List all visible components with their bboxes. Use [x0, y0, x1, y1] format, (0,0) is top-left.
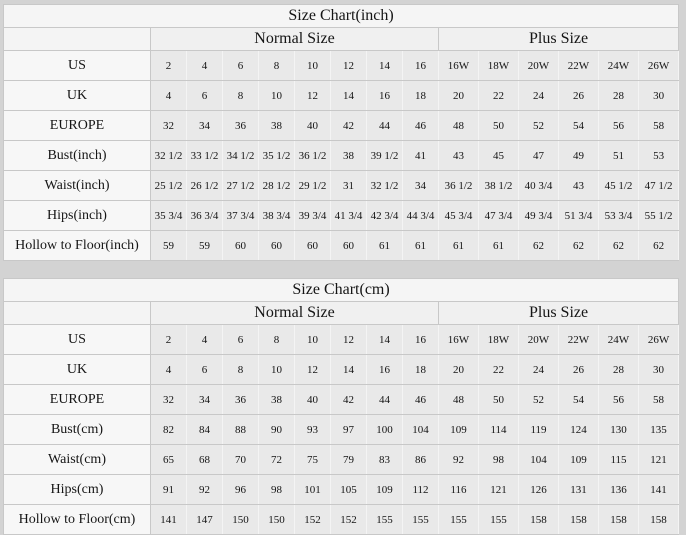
size-cell: 30 — [639, 355, 679, 385]
size-cell: 158 — [559, 505, 599, 535]
size-cell: 22W — [559, 51, 599, 81]
size-cell: 6 — [187, 355, 223, 385]
size-cell: 38 — [331, 141, 367, 171]
size-cell: 38 3/4 — [259, 201, 295, 231]
size-cell: 115 — [599, 445, 639, 475]
size-cell: 100 — [367, 415, 403, 445]
corner-cell — [4, 28, 151, 51]
size-cell: 45 3/4 — [439, 201, 479, 231]
size-cell: 53 3/4 — [599, 201, 639, 231]
size-cell: 36 — [223, 111, 259, 141]
size-cell: 46 — [403, 111, 439, 141]
size-cell: 8 — [223, 81, 259, 111]
size-cell: 28 1/2 — [259, 171, 295, 201]
table-row — [4, 475, 679, 505]
table-row — [4, 445, 679, 475]
size-cell: 155 — [403, 505, 439, 535]
row-label: Hips(inch) — [4, 201, 151, 231]
size-cell: 32 — [151, 385, 187, 415]
size-cell: 30 — [639, 81, 679, 111]
size-cell: 43 — [559, 171, 599, 201]
size-cell: 24 — [519, 355, 559, 385]
size-cell: 150 — [259, 505, 295, 535]
size-cell: 124 — [559, 415, 599, 445]
size-cell: 49 — [559, 141, 599, 171]
normal-size-header: Normal Size — [151, 302, 439, 325]
size-cell: 91 — [151, 475, 187, 505]
plus-size-header: Plus Size — [439, 28, 679, 51]
row-label: Bust(inch) — [4, 141, 151, 171]
size-cell: 141 — [639, 475, 679, 505]
size-cell: 104 — [519, 445, 559, 475]
size-cell: 68 — [187, 445, 223, 475]
size-cell: 22 — [479, 355, 519, 385]
size-cell: 35 1/2 — [259, 141, 295, 171]
size-cell: 24W — [599, 325, 639, 355]
size-cell: 34 — [187, 385, 223, 415]
table-row — [4, 51, 679, 81]
table-row — [4, 231, 679, 261]
size-cell: 4 — [151, 81, 187, 111]
size-cell: 38 — [259, 385, 295, 415]
corner-cell — [4, 302, 151, 325]
size-cell: 155 — [439, 505, 479, 535]
size-cell: 28 — [599, 355, 639, 385]
row-label: EUROPE — [4, 111, 151, 141]
size-cell: 155 — [479, 505, 519, 535]
size-cell: 40 3/4 — [519, 171, 559, 201]
size-cell: 52 — [519, 111, 559, 141]
size-cell: 59 — [187, 231, 223, 261]
table-row — [4, 325, 679, 355]
size-cell: 26 1/2 — [187, 171, 223, 201]
size-cell: 10 — [295, 325, 331, 355]
size-cell: 16 — [403, 325, 439, 355]
size-cell: 88 — [223, 415, 259, 445]
size-cell: 135 — [639, 415, 679, 445]
size-cell: 35 3/4 — [151, 201, 187, 231]
size-cell: 50 — [479, 385, 519, 415]
size-cell: 98 — [259, 475, 295, 505]
size-cell: 2 — [151, 325, 187, 355]
size-cell: 10 — [259, 355, 295, 385]
size-cell: 82 — [151, 415, 187, 445]
size-cell: 36 3/4 — [187, 201, 223, 231]
row-label: Hips(cm) — [4, 475, 151, 505]
table-row — [4, 355, 679, 385]
size-cell: 18 — [403, 81, 439, 111]
size-cell: 8 — [259, 51, 295, 81]
size-cell: 42 — [331, 385, 367, 415]
size-cell: 56 — [599, 111, 639, 141]
size-cell: 39 1/2 — [367, 141, 403, 171]
size-cell: 20W — [519, 325, 559, 355]
size-cell: 62 — [519, 231, 559, 261]
size-cell: 158 — [639, 505, 679, 535]
size-cell: 4 — [187, 51, 223, 81]
size-cell: 56 — [599, 385, 639, 415]
size-cell: 96 — [223, 475, 259, 505]
size-cell: 109 — [559, 445, 599, 475]
size-cell: 152 — [331, 505, 367, 535]
size-cell: 36 1/2 — [439, 171, 479, 201]
size-cell: 60 — [331, 231, 367, 261]
size-cell: 60 — [295, 231, 331, 261]
size-cell: 39 3/4 — [295, 201, 331, 231]
size-cell: 53 — [639, 141, 679, 171]
size-cell: 79 — [331, 445, 367, 475]
table-row — [4, 141, 679, 171]
size-cell: 44 — [367, 385, 403, 415]
size-cell: 72 — [259, 445, 295, 475]
size-cell: 22 — [479, 81, 519, 111]
size-cell: 62 — [559, 231, 599, 261]
table-row — [4, 171, 679, 201]
size-cell: 14 — [331, 355, 367, 385]
table-title: Size Chart(cm) — [4, 279, 679, 302]
size-cell: 14 — [367, 325, 403, 355]
size-cell: 10 — [259, 81, 295, 111]
size-cell: 54 — [559, 111, 599, 141]
size-cell: 32 1/2 — [151, 141, 187, 171]
size-cell: 4 — [151, 355, 187, 385]
size-cell: 97 — [331, 415, 367, 445]
size-cell: 45 1/2 — [599, 171, 639, 201]
size-cell: 109 — [367, 475, 403, 505]
size-cell: 147 — [187, 505, 223, 535]
size-cell: 46 — [403, 385, 439, 415]
size-cell: 42 — [331, 111, 367, 141]
size-cell: 49 3/4 — [519, 201, 559, 231]
size-cell: 26W — [639, 51, 679, 81]
size-cell: 6 — [223, 51, 259, 81]
size-cell: 119 — [519, 415, 559, 445]
row-label: US — [4, 325, 151, 355]
size-cell: 18W — [479, 325, 519, 355]
size-cell: 60 — [223, 231, 259, 261]
size-cell: 50 — [479, 111, 519, 141]
size-cell: 14 — [331, 81, 367, 111]
size-cell: 8 — [259, 325, 295, 355]
size-cell: 155 — [367, 505, 403, 535]
size-cell: 93 — [295, 415, 331, 445]
size-cell: 6 — [187, 81, 223, 111]
row-label: Hollow to Floor(cm) — [4, 505, 151, 535]
size-cell: 25 1/2 — [151, 171, 187, 201]
size-cell: 48 — [439, 385, 479, 415]
row-label: UK — [4, 81, 151, 111]
table-row — [4, 111, 679, 141]
size-cell: 98 — [479, 445, 519, 475]
size-cell: 22W — [559, 325, 599, 355]
size-cell: 12 — [295, 355, 331, 385]
row-label: US — [4, 51, 151, 81]
size-cell: 16W — [439, 325, 479, 355]
size-cell: 126 — [519, 475, 559, 505]
size-cell: 131 — [559, 475, 599, 505]
size-cell: 42 3/4 — [367, 201, 403, 231]
table-row — [4, 415, 679, 445]
size-cell: 40 — [295, 385, 331, 415]
size-cell: 121 — [639, 445, 679, 475]
size-cell: 18W — [479, 51, 519, 81]
size-cell: 37 3/4 — [223, 201, 259, 231]
size-cell: 114 — [479, 415, 519, 445]
size-cell: 41 — [403, 141, 439, 171]
size-cell: 12 — [331, 51, 367, 81]
row-label: UK — [4, 355, 151, 385]
size-cell: 59 — [151, 231, 187, 261]
size-cell: 47 1/2 — [639, 171, 679, 201]
row-label: Waist(inch) — [4, 171, 151, 201]
size-cell: 101 — [295, 475, 331, 505]
size-cell: 44 — [367, 111, 403, 141]
size-cell: 58 — [639, 385, 679, 415]
size-cell: 31 — [331, 171, 367, 201]
size-cell: 6 — [223, 325, 259, 355]
size-cell: 158 — [519, 505, 559, 535]
size-cell: 32 — [151, 111, 187, 141]
size-cell: 48 — [439, 111, 479, 141]
size-cell: 18 — [403, 355, 439, 385]
row-label: EUROPE — [4, 385, 151, 415]
size-cell: 84 — [187, 415, 223, 445]
size-cell: 121 — [479, 475, 519, 505]
size-cell: 116 — [439, 475, 479, 505]
size-chart-cm-table — [3, 278, 679, 535]
size-cell: 83 — [367, 445, 403, 475]
size-cell: 24W — [599, 51, 639, 81]
size-cell: 16 — [367, 81, 403, 111]
normal-size-header: Normal Size — [151, 28, 439, 51]
size-cell: 26W — [639, 325, 679, 355]
size-cell: 44 3/4 — [403, 201, 439, 231]
size-cell: 104 — [403, 415, 439, 445]
size-cell: 90 — [259, 415, 295, 445]
size-cell: 12 — [295, 81, 331, 111]
table-row — [4, 81, 679, 111]
size-cell: 24 — [519, 81, 559, 111]
size-cell: 34 1/2 — [223, 141, 259, 171]
table-row — [4, 201, 679, 231]
size-cell: 62 — [639, 231, 679, 261]
size-cell: 32 1/2 — [367, 171, 403, 201]
size-cell: 16 — [403, 51, 439, 81]
size-cell: 47 — [519, 141, 559, 171]
size-cell: 92 — [439, 445, 479, 475]
size-cell: 26 — [559, 81, 599, 111]
size-cell: 16 — [367, 355, 403, 385]
size-cell: 61 — [367, 231, 403, 261]
row-label: Bust(cm) — [4, 415, 151, 445]
row-label: Hollow to Floor(inch) — [4, 231, 151, 261]
row-label: Waist(cm) — [4, 445, 151, 475]
size-cell: 41 3/4 — [331, 201, 367, 231]
size-cell: 105 — [331, 475, 367, 505]
size-cell: 10 — [295, 51, 331, 81]
size-cell: 14 — [367, 51, 403, 81]
size-chart-inch-table — [3, 4, 679, 261]
size-cell: 58 — [639, 111, 679, 141]
size-cell: 45 — [479, 141, 519, 171]
size-cell: 28 — [599, 81, 639, 111]
size-cell: 36 1/2 — [295, 141, 331, 171]
size-cell: 60 — [259, 231, 295, 261]
size-cell: 29 1/2 — [295, 171, 331, 201]
size-cell: 47 3/4 — [479, 201, 519, 231]
size-cell: 26 — [559, 355, 599, 385]
size-cell: 61 — [479, 231, 519, 261]
size-cell: 34 — [403, 171, 439, 201]
size-cell: 130 — [599, 415, 639, 445]
size-cell: 16W — [439, 51, 479, 81]
size-cell: 33 1/2 — [187, 141, 223, 171]
size-cell: 55 1/2 — [639, 201, 679, 231]
size-cell: 20 — [439, 81, 479, 111]
size-cell: 92 — [187, 475, 223, 505]
plus-size-header: Plus Size — [439, 302, 679, 325]
size-cell: 4 — [187, 325, 223, 355]
size-cell: 109 — [439, 415, 479, 445]
size-cell: 2 — [151, 51, 187, 81]
size-cell: 27 1/2 — [223, 171, 259, 201]
size-cell: 152 — [295, 505, 331, 535]
size-cell: 34 — [187, 111, 223, 141]
table-row — [4, 505, 679, 535]
size-cell: 158 — [599, 505, 639, 535]
size-cell: 52 — [519, 385, 559, 415]
size-cell: 75 — [295, 445, 331, 475]
size-cell: 38 — [259, 111, 295, 141]
size-cell: 136 — [599, 475, 639, 505]
size-cell: 20 — [439, 355, 479, 385]
size-cell: 51 — [599, 141, 639, 171]
size-cell: 62 — [599, 231, 639, 261]
table-row — [4, 385, 679, 415]
size-cell: 51 3/4 — [559, 201, 599, 231]
size-cell: 61 — [439, 231, 479, 261]
size-cell: 86 — [403, 445, 439, 475]
size-cell: 8 — [223, 355, 259, 385]
size-cell: 20W — [519, 51, 559, 81]
size-cell: 150 — [223, 505, 259, 535]
size-cell: 65 — [151, 445, 187, 475]
size-cell: 12 — [331, 325, 367, 355]
size-cell: 141 — [151, 505, 187, 535]
size-cell: 61 — [403, 231, 439, 261]
size-cell: 40 — [295, 111, 331, 141]
size-cell: 112 — [403, 475, 439, 505]
table-title: Size Chart(inch) — [4, 5, 679, 28]
size-cell: 70 — [223, 445, 259, 475]
size-cell: 36 — [223, 385, 259, 415]
size-cell: 54 — [559, 385, 599, 415]
size-cell: 38 1/2 — [479, 171, 519, 201]
size-cell: 43 — [439, 141, 479, 171]
